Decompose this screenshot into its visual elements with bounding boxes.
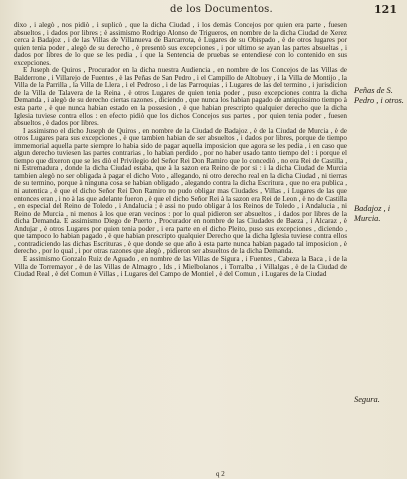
- margin-note-penas: Peñas de S. Pedro , i otros.: [354, 86, 404, 105]
- page-header: [0, 4, 407, 18]
- paragraph-1: dixo , i alegò , nos pidiò , i suplicò , que la dicha Ciudad , i los demàs Concejos por quien era parte , fuesen absueltos , i dados por libres ; è assimismo Rodrigo Alonso de Trigueros, en nombre de la dicha Ciudad de Xerez cerca à Badajoz , i de las Villas de Villanueva de Barcarrota, è Lugares de su Obispado , è de otros lugares por quien tenia poder , alegò de su derecho , è presentò sus excepciones , i por ultimo se ayan las partes absueltas , i dados por libres de lo que se les pedia , i que la Sentencia de pruebas se entendiese con lo contenido en sus excepciones.: [14, 21, 347, 67]
- paragraph-4: E assimismo Gonzalo Ruiz de Aguado , en nombre de las Villas de Sigura , i Fuentes , Cabeza la Baca , i de la Villa de Torremayor , è de las Villas de Almagro , Ids , i Mielbolanos , i Torralba , i Villalgas , è de la Ciudad de Ciudad Real , è del Comun è Villas , i Lugares del Campo de Montiel , è del Comun , i Lugares de la Ciudad: [14, 254, 347, 279]
- catchword: q 2: [216, 470, 225, 478]
- margin-note-segura: Segura.: [354, 395, 380, 404]
- running-title: de los Documentos.: [170, 4, 273, 15]
- body-text: [14, 22, 347, 279]
- paragraph-3: I assimismo el dicho Juseph de Quiros , en nombre de la Ciudad de Badajoz , è de la Ciudad de Murcia , è de otros Lugares para sus excepciones , è que tambien habian de ser absueltos , i dados por libres, porque de tiempo immemorial aquella parte siempre lo habia sido de pagar aquella imposicion que agora se les pedia , i en caso que algun derecho tuviesen las partes contrarias , lo habian perdido , por no haber usado tanto tiempo del : i porque el tiempo que dixeron que se les diò el Privilegio del Señor Rei Don Ramiro que lo concediò , no era Rei de Castilla , ni Estremadura , donde la dicha Ciudad estaba, que à la sazon era Reino de por si : i la dicha Ciudad de Murcia tambien alegò no ser obligada à pagar el dicho Voto , allegando, ni otro derecho real en la dicha Ciudad , ni tierras de su termino, porque à ninguna cosa se habian obligado , alegando contra la dicha Escritura , que no era publica , ni autentica , è que el dicho Señor Rei Don Ramiro no pudo obligar mas Ciudades , Villas , i Lugares de las que entonces eran , i no à las que adelante fueron , è que el dicho Señor Rei à la sazon era Rei de Leon , è no de Castilla , en especial del Reino de Toledo , i Andalucia ; è assi no pudo obligar à los Reinos de Toledo , i Andalucia , ni Reino de Murcia , ni menos à los que eran vecinos : por lo qual pidieron ser absueltos , i dados por libres de la dicha Demanda. E assimismo Diego de Puerto , Procurador en nombre de las Ciudades de Baeza , i Alcaraz , è Andujar , è otros Lugares por quien tenia poder , i era parte en el dicho Pleito, puso sus excepciones , diciendo , que tampoco lo habian pagado , è que habian prescripto qualquier Derecho que la dicha Iglesia tuviese contra ellos , contradiciendo las dichas Escrituras , è que donde se que año à esta parte nunca habian pagado tal imposicion , è derecho , por lo qual , i por otras razones que alegò , pidieron ser absueltos de la dicha Demanda.: [14, 126, 347, 256]
- paragraph-2: E Juseph de Quiros , Procurador en la dicha nuestra Audiencia , en nombre de los Concejos de las Villas de Balderrone , i Villarejo de Fuentes , è las Peñas de San Pedro , i el Campillo de Altobuey , i la Villa de Montijo , la Villa de la Parrilla , la Villa de Llera , i el Pedroso , i de las Parroquias , i Lugares de las del termino , i jurisdicion de la Villa de Talavera de la Reina , è otros Lugares de quien tenia poder , puso excepciones contra la dicha Demanda , i alegò de su derecho ciertas razones , diciendo , que nunca los habian pagado de antiquissimo tiempo à esta parte , è que nunca habian estado en la possesion , è que habian prescripto qualquier derecho que la dicha Iglesia tuviese contra ellos : en efecto pidiò que los dichos Concejos sus partes , por quien tenia poder , fuesen absueltos , è dados por libres.: [14, 66, 347, 128]
- page-number: 121: [374, 3, 397, 16]
- margin-note-badajoz: Badajoz , i Murcia.: [354, 204, 391, 223]
